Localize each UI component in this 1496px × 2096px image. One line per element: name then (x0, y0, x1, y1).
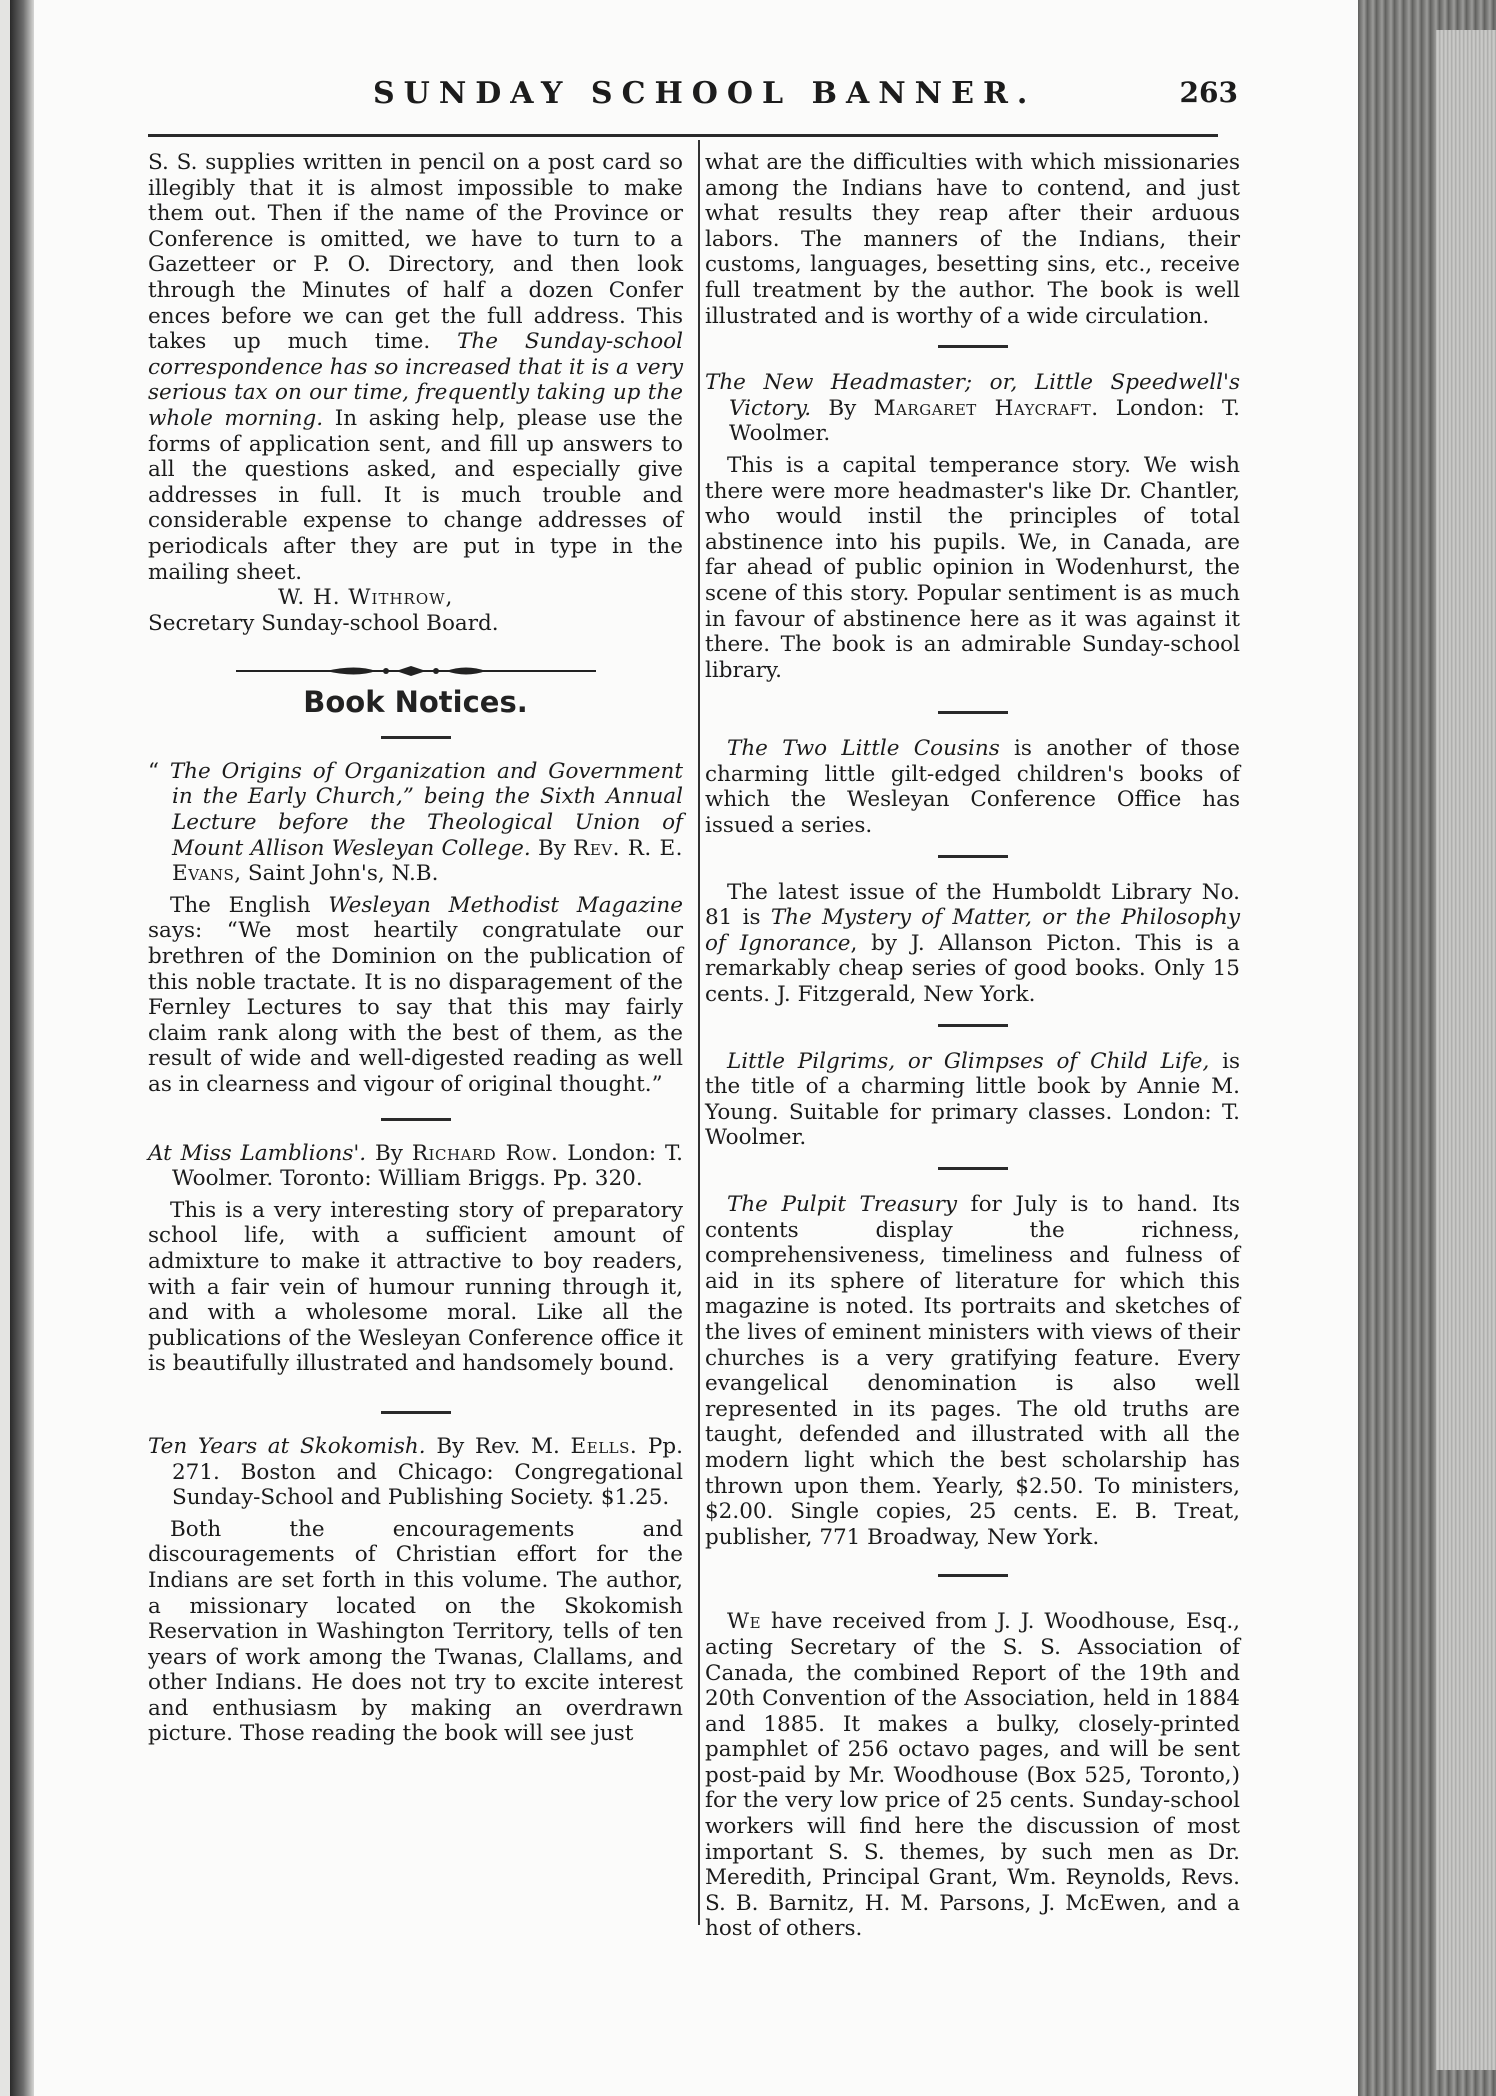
lamblions-body: This is a very interesting story of preparatory school life, with a sufficient amount of admixture to make it attractive to boy readers, with a fair vein of humour running through it, and with a wholesome moral. Like all the publications of the Wesleyan Conference office it is beautifully illustrated and handsomely bound. (148, 1197, 683, 1377)
intro-text-end: In asking help, please use the forms of application sent, and fill up answers to all the questions asked, and especially give addresses in full. It is much trouble and considerable expense to change addresses of periodicals after they are put in type in the mailing sheet. (148, 405, 684, 585)
headmaster-entry (705, 370, 1240, 447)
signature-title: Secretary Sunday-school Board. (148, 610, 499, 636)
separator-rule (381, 1411, 451, 1414)
separator-rule (938, 345, 1008, 348)
origins-author: Rev. R. E. Evans (172, 835, 683, 887)
skokomish-title: Ten Years at Skokomish. (148, 1433, 426, 1459)
humboldt-title: The Mystery of Matter, or the Philosophy of Ignorance (705, 905, 1240, 956)
woodhouse-notice (705, 1609, 1240, 1942)
signature-name: W. H. Withrow, (278, 585, 454, 611)
skokomish-author: Eells. (570, 1433, 638, 1459)
headmaster-by: By (811, 395, 874, 421)
origins-title: The Origins of Organization and Government in the Early Church, (169, 758, 683, 810)
lamblions-author: Richard Row. (411, 1140, 559, 1166)
skokomish-continued: what are the difficulties with which missionaries among the Indians have to contend, and just what results they reap after their arduous labors. The manners of the Indians, their customs, languages, besetting sins, etc., receive full treatment by the author. The book is well illustrated and is worthy of a wide circulation. (705, 150, 1240, 329)
humboldt-text: , by J. Allanson Picton. This is a remarkably cheap series of good books. Only 15 cents. J. Fitzgerald, New York. (705, 930, 1240, 1008)
separator-rule (938, 1024, 1008, 1027)
headmaster-title: The New Headmaster; or, Little Speedwell's Victory. (705, 370, 1240, 421)
cousins-text: is another of those charming little gilt-edged children's books of which the Wesleyan Conference Office has issued a series. (705, 736, 1241, 839)
woodhouse-text: have received from J. J. Woodhouse, Esq., acting Secretary of the S. S. Association of Canada, the combined Report of the 19th and 20th Convention of the Association, held in 1884 and 1885. It makes a bulky, closely-printed pamphlet of 256 octavo pages, and will be sent post-paid by Mr. Woodhouse (Box 525, Toronto,) for the very low price of 25 cents. Sunday-school workers will find here the discussion of most important S. S. themes, by such men as Dr. Meredith, Principal Grant, Wm. Reynolds, Revs. S. B. Barnitz, H. M. Parsons, J. McEwen, and a host of others. (705, 1609, 1240, 1942)
lamblions-publisher: London: T. Woolmer. Toronto: William Briggs. Pp. 320. (172, 1140, 683, 1192)
origins-by: By (530, 835, 574, 861)
pilgrims-text: is the title of a charming little book by Annie M. Young. Suitable for primary classes. London: T. Woolmer. (705, 1048, 1240, 1151)
origins-entry (148, 759, 683, 887)
ornamental-divider (236, 662, 596, 680)
headmaster-body: This is a capital temperance story. We wish there were more headmaster's like Dr. Chantler, who would instil the principles of total abstinence into his pupils. We, in Canada, are far ahead of public opinion in Wodenhurst, the scene of this story. Popular sentiment is as much in favour of abstinence here as it was against it there. The book is an admirable Sunday-school library. (705, 452, 1240, 683)
treasury-notice (705, 1192, 1240, 1550)
separator-rule (381, 1118, 451, 1121)
skokomish-publisher: Pp. 271. Boston and Chicago: Congregational Sunday-School and Publishing Society. $1.25. (172, 1433, 683, 1511)
cousins-title: The Two Little Cousins (727, 736, 1000, 762)
intro-paragraph (148, 150, 683, 585)
origins-place: , Saint John's, N.B. (234, 861, 439, 887)
column-divider (698, 140, 700, 1925)
skokomish-by: By Rev. M. (425, 1433, 571, 1459)
intro-text: S. S. supplies written in pencil on a post card so illegibly that it is almost impossible to make them out. Then if the name of the Province or Conference is omitted, we have to turn to a Gazetteer or P. O. Directory, and then look through the Minutes of half a dozen Confer ences before we can get the full address. This takes up much time. (148, 150, 683, 355)
humboldt-notice (705, 880, 1240, 1008)
section-heading: Book Notices. (303, 685, 528, 720)
lamblions-by: By (366, 1140, 412, 1166)
lamblions-entry (148, 1141, 683, 1192)
origins-magazine: Wesleyan Methodist Magazine (328, 892, 683, 918)
woodhouse-lead: We (727, 1609, 762, 1635)
origins-body (148, 893, 683, 1098)
lamblions-title: At Miss Lamblions'. (148, 1140, 367, 1166)
headmaster-author: Margaret Haycraft. (873, 395, 1099, 421)
origins-body-quote: says: “We most heartily congratulate our brethren of the Dominion on the publication of this noble tractate. It is no disparagement of the Fernley Lectures to say that this may fairly claim rank along with the best of them, as the result of wide and well-digested reading as well as in clearness and vigour of original thought.” (148, 918, 683, 1097)
header-rule (148, 134, 1218, 137)
origins-subtitle: ” being the Sixth Annual Lecture before the Theological Union of Mount Allison Wesleyan College. (172, 784, 683, 861)
skokomish-entry (148, 1434, 683, 1511)
separator-rule (381, 736, 451, 739)
skokomish-body: Both the encouragements and discouragements of Christian effort for the Indians are set forth in this volume. The author, a missionary located on the Skokomish Reservation in Washington Territory, tells of ten years of work among the Twanas, Clallams, and other Indians. He does not try to excite interest and enthusiasm by making an overdrawn picture. Those reading the book will see just (148, 1516, 683, 1747)
cousins-notice (705, 736, 1240, 838)
page-stack (1436, 30, 1496, 2070)
headmaster-publisher: London: T. Woolmer. (729, 395, 1240, 447)
treasury-text: for July is to hand. Its contents display the richness, comprehensiveness, timeliness and fulness of aid in its sphere of literature for which this magazine is noted. Its portraits and sketches of the lives of eminent ministers with views of their churches is a very gratifying feature. Every evangelical denomination is also well represented in its pages. The old truths are taught, defended and illustrated with all the modern light which the best scholarship has thrown upon them. Yearly, $2.50. To ministers, $2.00. Single copies, 25 cents. E. B. Treat, publisher, 771 Broadway, New York. (705, 1192, 1240, 1550)
separator-rule (938, 1167, 1008, 1170)
treasury-title: The Pulpit Treasury (727, 1192, 958, 1217)
right-column (705, 150, 1240, 1942)
page-number: 263 (1179, 76, 1238, 109)
intro-italic-text: The Sunday-school correspondence has so increased that it is a very serious tax on our time, frequently taking up the whole morning. (148, 329, 683, 431)
separator-rule (938, 855, 1008, 858)
origins-quote: “ (148, 758, 170, 784)
left-column (148, 150, 683, 1747)
pilgrims-notice (705, 1049, 1240, 1151)
pilgrims-title: Little Pilgrims, or Glimpses of Child Life, (727, 1048, 1210, 1074)
running-header (148, 72, 1238, 122)
separator-rule (938, 711, 1008, 714)
gutter-shadow (10, 0, 34, 2096)
separator-rule (938, 1574, 1008, 1577)
origins-body-lead: The English (170, 892, 329, 918)
running-title: SUNDAY SCHOOL BANNER. (373, 76, 1037, 111)
humboldt-lead: The latest issue of the Humboldt Library No. 81 is (705, 879, 1240, 931)
book-page-edges (1358, 0, 1496, 2096)
